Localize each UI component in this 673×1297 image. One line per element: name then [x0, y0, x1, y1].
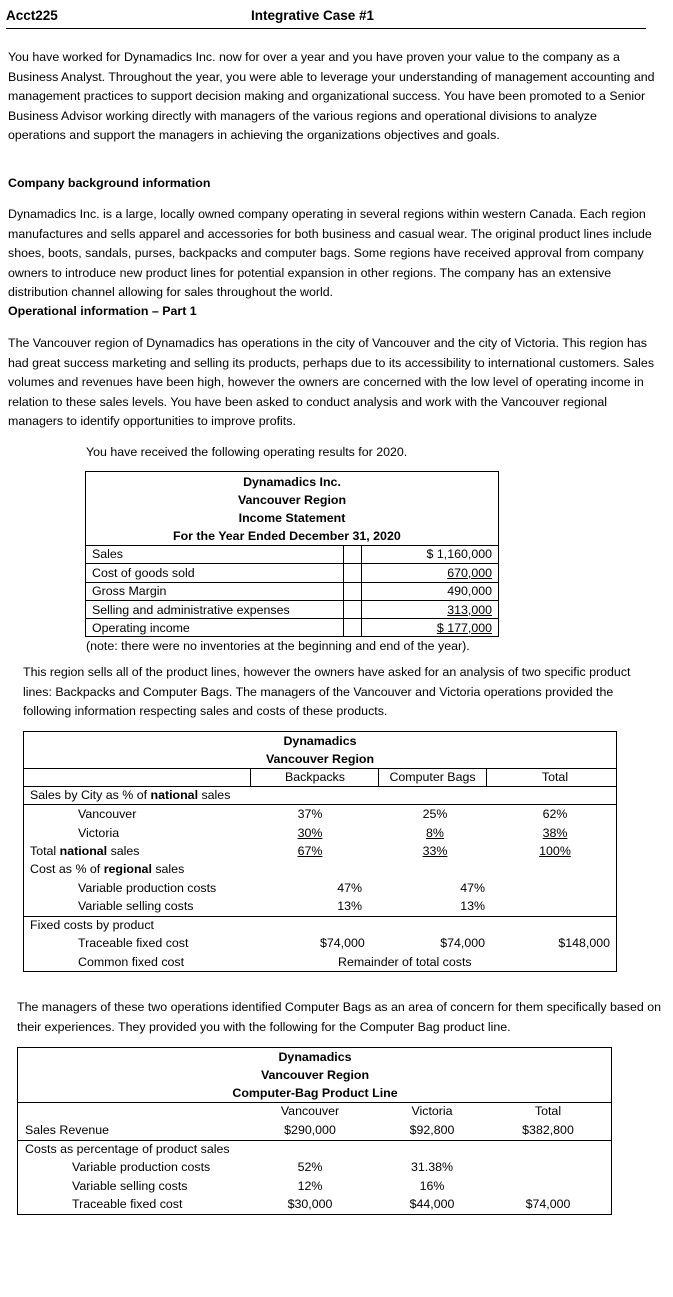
t2-col-backpacks: Backpacks [285, 770, 345, 784]
is-title-company: Dynamadics Inc. [243, 475, 341, 489]
t3-cell: 52% [297, 1160, 323, 1174]
t2-victoria-label: Victoria [78, 826, 120, 840]
t2-vancouver-label: Vancouver [78, 807, 137, 821]
t3-cell: 31.38% [410, 1160, 454, 1174]
t2-cell: 37% [297, 807, 323, 821]
t2-fixed-by-product-label: Fixed costs by product [30, 918, 154, 932]
t3-var-sell-label: Variable selling costs [72, 1179, 188, 1193]
t2-var-sell-label: Variable selling costs [78, 899, 194, 913]
concern-paragraph: The managers of these two operations identified Computer Bags as an area of concern for them specifically based on their experiences. They provided you with the following for the Computer Bag product line. [17, 1000, 661, 1034]
t2-cell: 33% [422, 844, 448, 858]
t2-traceable-label: Traceable fixed cost [78, 936, 189, 950]
t2-cell: 25% [422, 807, 448, 821]
t2-cell: Remainder of total costs [338, 955, 472, 969]
course-code: Acct225 [6, 8, 58, 23]
t3-traceable-label: Traceable fixed cost [72, 1197, 183, 1211]
is-row-value: 670,000 [447, 566, 492, 580]
is-row-label: Cost of goods sold [92, 566, 195, 580]
is-row-label: Gross Margin [92, 584, 167, 598]
t2-sales-by-city-label: Sales by City as % of national sales [30, 788, 231, 802]
is-title-statement: Income Statement [238, 511, 346, 525]
t3-title-product-line: Computer-Bag Product Line [232, 1086, 398, 1100]
t2-col-computer-bags: Computer Bags [389, 770, 476, 784]
intro-paragraph: You have worked for Dynamadics Inc. now for over a year and you have proven your value to the company as a Business Analyst. Throughout the year, you were able to leverage your understanding of management accounting and management practices to support decision making and organizational success. You have been promoted to a Senior Business Advisor working directly with managers of the various regions and operational divisions to analyze operations and support the managers in achieving the organizations objectives and goals. [8, 50, 655, 142]
t2-cell: 47% [460, 881, 485, 895]
t3-costs-pct-label: Costs as percentage of product sales [25, 1142, 230, 1156]
t2-cell: $74,000 [440, 936, 485, 950]
t3-title-company: Dynamadics [278, 1050, 352, 1064]
is-title-region: Vancouver Region [237, 493, 347, 507]
t2-cost-pct-label: Cost as % of regional sales [30, 862, 185, 876]
t3-cell: $382,800 [522, 1123, 574, 1137]
case-title: Integrative Case #1 [251, 8, 375, 23]
t2-cell: 13% [460, 899, 485, 913]
t3-cell: $74,000 [525, 1197, 571, 1211]
t2-title-region: Vancouver Region [265, 752, 375, 766]
is-row-label: Sales [92, 547, 123, 561]
background-paragraph: Dynamadics Inc. is a large, locally owned company operating in several regions within western Canada. Each region manufactures and sells apparel and accessories for both business and casual wear. The original product lines include shoes, boots, sandals, purses, backpacks and computer bags. Some regions have received approval from company owners to introduce new product lines for potential expansion in other regions. The company has an extensive distribution channel allowing for sales throughout the world. [8, 207, 652, 299]
t2-cell: 13% [337, 899, 362, 913]
t2-cell: $74,000 [320, 936, 365, 950]
is-row-label: Selling and administrative expenses [92, 603, 290, 617]
is-row-value: $ 1,160,000 [426, 547, 492, 561]
t3-cell: $290,000 [284, 1123, 336, 1137]
t2-var-prod-label: Variable production costs [78, 881, 217, 895]
t2-cell: 38% [542, 826, 568, 840]
t3-var-prod-label: Variable production costs [72, 1160, 211, 1174]
t3-title-region: Vancouver Region [260, 1068, 370, 1082]
is-title-period: For the Year Ended December 31, 2020 [173, 529, 401, 543]
t2-cell: 100% [539, 844, 571, 858]
operational-paragraph: The Vancouver region of Dynamadics has operations in the city of Vancouver and the city of Victoria. This region has had great success marketing and selling its products, perhaps due to its accessibility to international customers. Sales volumes and revenues have been high, however the owners are concerned with the low level of operating income in relation to these sales levels. You have been asked to conduct analysis and work with the Vancouver regional managers to identify opportunities to improve profits. [8, 336, 655, 428]
t3-cell: $30,000 [287, 1197, 333, 1211]
t2-cell: 30% [297, 826, 323, 840]
t3-cell: $44,000 [409, 1197, 455, 1211]
is-note: (note: there were no inventories at the beginning and end of the year). [86, 639, 470, 653]
operational-heading: Operational information – Part 1 [8, 304, 197, 318]
t3-col-vancouver: Vancouver [280, 1104, 340, 1118]
t2-cell: 62% [542, 807, 568, 821]
t3-cell: 12% [297, 1179, 323, 1193]
is-row-value: 313,000 [447, 603, 492, 617]
received-text: You have received the following operating results for 2020. [86, 445, 408, 459]
is-row-value: 490,000 [447, 584, 492, 598]
document-header [6, 6, 646, 29]
is-row-label: Operating income [92, 621, 190, 635]
t2-total-national-label: Total national sales [30, 844, 140, 858]
t2-col-total: Total [541, 770, 569, 784]
is-row-value: $ 177,000 [436, 621, 492, 635]
t2-cell: 67% [297, 844, 323, 858]
t2-cell: 8% [426, 826, 444, 840]
background-heading: Company background information [8, 176, 211, 190]
t3-col-victoria: Victoria [411, 1104, 453, 1118]
t2-common-label: Common fixed cost [78, 955, 185, 969]
region-paragraph: This region sells all of the product lines, however the owners have asked for an analysis of two specific product lines: Backpacks and Computer Bags. The managers of the Vancouver and Victoria operations provided the following information respecting sales and costs of these products. [23, 665, 631, 718]
t2-cell: $148,000 [558, 936, 610, 950]
t2-title-company: Dynamadics [283, 734, 357, 748]
t3-col-total: Total [534, 1104, 562, 1118]
t3-cell: 16% [419, 1179, 445, 1193]
t2-cell: 47% [337, 881, 362, 895]
t3-cell: $92,800 [409, 1123, 455, 1137]
t3-sales-label: Sales Revenue [25, 1123, 110, 1137]
